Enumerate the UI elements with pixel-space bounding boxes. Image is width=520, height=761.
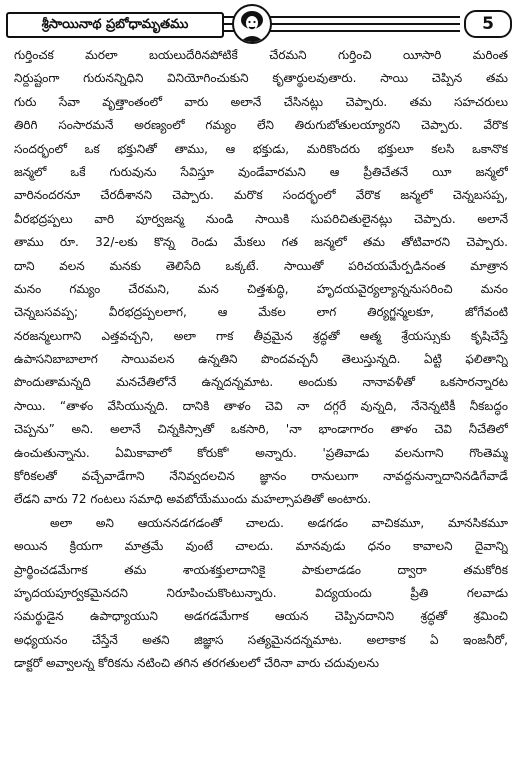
paragraph-1-line: ఉపాసనిబాబాలాగ సాయివలన ఉన్నతిని పొందవచ్చనీ తెలుస్తున్నది. ఏట్టి ఫలితాన్ని — [14, 352, 508, 367]
paragraph-2-line: ప్రార్థించడమేగాక తమ శాయశక్తులాదానికై పాకులాడడం ద్వారా తమకోరిక — [14, 562, 508, 577]
paragraph-1-line: వారినందరనూ చేరదీశానని చెప్పారు. మరొక సందర్భంలో వేరొక జన్మలో చెన్నబసప్ప, — [14, 188, 508, 203]
paragraph-1-line: గుర్తించక మరలా బయలుదేరినపోటికే చేరమని గుర్తించి యీసారి మరింత — [14, 48, 508, 62]
page-header — [6, 6, 514, 40]
paragraph-2-line: డాక్టరో అవ్వాలన్న కోరికను నటించి తగిన తరగతులలో చేరినా వారు చదువులను — [14, 656, 379, 671]
paragraph-1-line: చెప్పను” అని. అలానే చిన్నకిస్సాతో ఒకసారి, 'నా భాండాగారం తాళం చెవి నీచేతిలో — [14, 422, 508, 437]
paragraph-1-line: ఉంచుతున్నాను. ఏమికావాలో కోరుకో' అన్నారు. 'ప్రతివాడు వలనుగాని గొంతెమ్మ — [14, 445, 508, 460]
paragraph-2-line: హృదయపూర్వకమైనదని నిరూపించుకొంటున్నారు. విద్యయందు ప్రీతి గలవాడు — [14, 585, 508, 600]
paragraph-2-line: అధ్యయనం చేస్తేనే అతని జిజ్ఞాస సత్యమైనదన్నమాట. అలాకాక ఏ ఇంజనీరో, — [14, 632, 508, 647]
paragraph-1-line: పొందుతామన్నది మనచేతిలోనే ఉన్నదన్నమాట. అందుకు నానావళీతో ఒకసారన్నారట — [14, 375, 508, 390]
paragraph-1-line: లేడని వారు 72 గంటలు సమాధి అవబోయేముందు మహల్సాపతితో అంటారు. — [14, 492, 372, 507]
book-title: శ్రీసాయినాథ ప్రబోధామృతము — [6, 12, 224, 38]
paragraph-1-line: సందర్భంలో ఒక భక్తునితో తాము, ఆ భక్తుడు, మరికొందరు భక్తులూ కలసి ఒకానొక — [14, 141, 508, 156]
paragraph-1-line: తిరిగి సంసారమనే అరణ్యంలో గమ్యం లేని తిరుగుబోతులయ్యారని చెప్పారు. వేరొక — [14, 118, 508, 133]
paragraph-1-line: వీరభద్రప్పలు వారి పూర్వజన్మ నుండి సాయికి సుపరిచితులైనట్లు చెప్పారు. అలానే — [14, 211, 508, 226]
paragraph-1-line: కోరికలతో వచ్చేవాడేగాని నేనివ్వదలచిన జ్ఞానం రానులుగా నావద్దనున్నాదానినడిగేవాడే — [14, 469, 508, 484]
paragraph-2-line: అయిన క్రియగా మాత్రమే వుంటే చాలదు. మానవుడు ధనం కావాలని దైవాన్ని — [14, 539, 508, 554]
paragraph-1-line: జన్మలో ఒకే గురువును సేవిస్తూ వుండేవారమని ఆ ప్రీతిచేతనే యీ జన్మలో — [14, 164, 508, 179]
paragraph-1-line: గురు సేవా వృత్తాంతంలో వారు అలానే చేసినట్లు చెప్పారు. తమ సహచరులు — [14, 94, 508, 109]
paragraph-1-line: నరజన్మలుగాని ఎత్తవచ్చని, అలా గాక తీవ్రమైన శ్రద్ధతో ఆత్మ శ్రేయస్సుకు కృషిచేస్తే — [14, 328, 508, 343]
paragraph-1-line: చెన్నబసవప్ప; వీరభద్రప్పలలాగ, ఆ మేకల లాగ తిర్యగ్జన్మలకూ, జోగేవంటి — [14, 305, 508, 320]
paragraph-1-line: తాము రూ. 32/-లకు కొన్న రెండు మేకలు గత జన్మలో తమ తోటివారని చెప్పారు. — [14, 235, 508, 250]
page-number: 5 — [464, 10, 512, 38]
saint-portrait-icon — [232, 4, 272, 44]
paragraph-1-line: దాని వలన మనకు తెలిసేది ఒక్కటే. సాయితో పరిచయమేర్పడినంత మాత్రాన — [14, 258, 508, 273]
page-body — [14, 44, 508, 754]
paragraph-1-line: మనం గమ్యం చేరమని, మన చిత్తశుద్ధి, హృదయవైర్యల్యాన్ననుసరించి మనం — [14, 281, 508, 296]
paragraph-1-line: సాయి. “తాళం వేసియున్నది. దానికి తాళం చెవి నా దగ్గరే వున్నది, నేనెన్నటికీ నీకబద్ధం — [14, 398, 508, 413]
paragraph-1-line: నిర్దుష్టంగా గురునన్నిధిని వినియోగించుకుని కృతార్థులవుతారు. సాయి చెప్పిన తమ — [14, 71, 508, 86]
paragraph-2-line: అలా అని ఆయననడగడంతో చాలదు. అడగడం వాచికమూ, మానసికమూ — [50, 515, 508, 530]
paragraph-2-line: సమర్థుడైన ఉపాధ్యాయుని అడగడమేగాక ఆయన చెప్పినదానిని శ్రద్ధతో శ్రమించి — [14, 609, 508, 624]
